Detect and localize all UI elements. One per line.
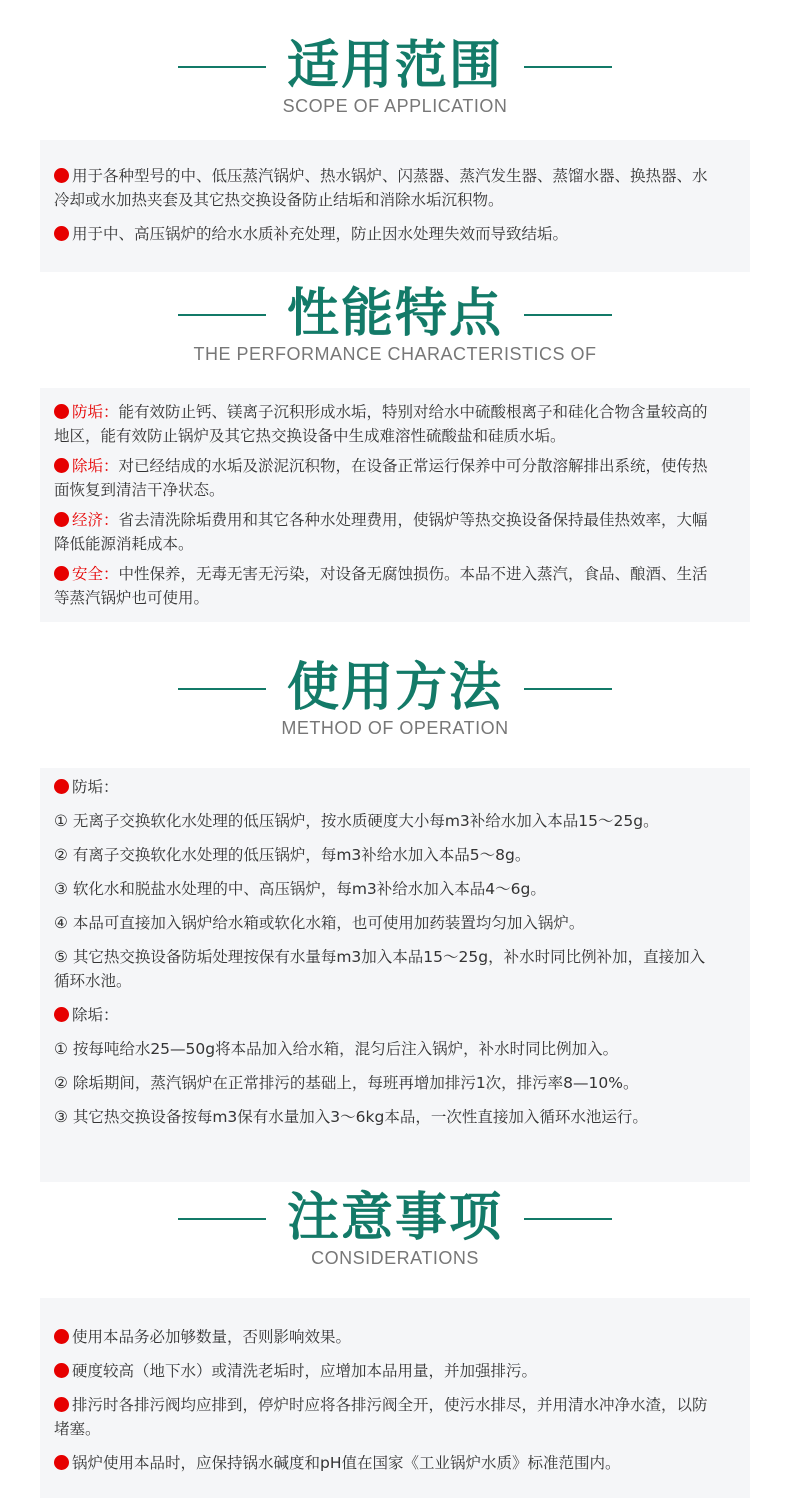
section-title: 使用方法 xyxy=(286,658,503,718)
list-item xyxy=(54,454,720,502)
list-item xyxy=(54,1393,720,1441)
subheading-text: 防垢： xyxy=(72,778,119,796)
list-item: ② 有离子交换软化水处理的低压锅炉，每m3补给水加入本品5～8g。 xyxy=(54,846,531,864)
section-title: 注意事项 xyxy=(286,1188,503,1248)
considerations-panel xyxy=(40,1298,750,1498)
item-text: 使用本品务必加够数量，否则影响效果。 xyxy=(72,1328,352,1346)
section-header-performance xyxy=(0,286,790,386)
list-item: ① 按每吨给水25—50g将本品加入给水箱，混匀后注入锅炉，补水时同比例加入。 xyxy=(54,1040,619,1058)
list-item: ① 无离子交换软化水处理的低压锅炉，按水质硬度大小每m3补给水加入本品15～25g。 xyxy=(54,812,659,830)
item-text: 对已经结成的水垢及淤泥沉积物，在设备正常运行保养中可分散溶解排出系统，使传热面恢复到清洁干净状态。 xyxy=(54,457,708,499)
subheading xyxy=(54,1003,720,1027)
section-subtitle: THE PERFORMANCE CHARACTERISTICS OF xyxy=(193,344,597,364)
list-item xyxy=(54,562,720,610)
subheading xyxy=(54,775,720,799)
section-subtitle: CONSIDERATIONS xyxy=(311,1248,479,1268)
section-title: 适用范围 xyxy=(286,36,503,96)
item-label: 除垢： xyxy=(72,457,119,475)
section-header-method xyxy=(0,660,790,760)
item-text: 用于各种型号的中、低压蒸汽锅炉、热水锅炉、闪蒸器、蒸汽发生器、蒸馏水器、换热器、水冷却或水加热夹套及其它热交换设备防止结垢和消除水垢沉积物。 xyxy=(54,167,708,209)
bullet-icon xyxy=(54,1455,69,1470)
list-item xyxy=(54,1325,720,1349)
item-text: 硬度较高（地下水）或清洗老垢时，应增加本品用量，并加强排污。 xyxy=(72,1362,538,1380)
bullet-icon xyxy=(54,566,69,581)
list-item: ⑤ 其它热交换设备防垢处理按保有水量每m3加入本品15～25g，补水时同比例补加，直接加入循环水池。 xyxy=(54,948,706,990)
bullet-icon xyxy=(54,458,69,473)
bullet-icon xyxy=(54,1397,69,1412)
section-header-considerations xyxy=(0,1190,790,1290)
list-item xyxy=(54,222,720,246)
method-panel xyxy=(40,768,750,1182)
section-subtitle: METHOD OF OPERATION xyxy=(281,718,509,738)
bullet-icon xyxy=(54,404,69,419)
section-header-scope xyxy=(0,38,790,138)
subheading-text: 除垢： xyxy=(72,1006,119,1024)
item-label: 安全： xyxy=(72,565,119,583)
item-text: 用于中、高压锅炉的给水水质补充处理，防止因水处理失效而导致结垢。 xyxy=(72,225,569,243)
item-text: 省去清洗除垢费用和其它各种水处理费用，使锅炉等热交换设备保持最佳热效率，大幅降低能源消耗成本。 xyxy=(54,511,708,553)
scope-panel xyxy=(40,140,750,272)
list-item xyxy=(54,1451,720,1475)
bullet-icon xyxy=(54,512,69,527)
list-item: ② 除垢期间，蒸汽锅炉在正常排污的基础上，每班再增加排污1次，排污率8—10%。 xyxy=(54,1074,639,1092)
list-item: ④ 本品可直接加入锅炉给水箱或软化水箱，也可使用加药装置均匀加入锅炉。 xyxy=(54,914,585,932)
bullet-icon xyxy=(54,1329,69,1344)
item-label: 经济： xyxy=(72,511,119,529)
list-item xyxy=(54,1359,720,1383)
item-text: 锅炉使用本品时，应保持锅水碱度和pH值在国家《工业锅炉水质》标准范围内。 xyxy=(72,1454,621,1472)
item-text: 能有效防止钙、镁离子沉积形成水垢，特别对给水中硫酸根离子和硅化合物含量较高的地区，能有效防止锅炉及其它热交换设备中生成难溶性硫酸盐和硅质水垢。 xyxy=(54,403,708,445)
item-text: 排污时各排污阀均应排到，停炉时应将各排污阀全开，使污水排尽，并用清水冲净水渣，以防堵塞。 xyxy=(54,1396,708,1438)
list-item xyxy=(54,400,720,448)
item-text: 中性保养，无毒无害无污染，对设备无腐蚀损伤。本品不进入蒸汽，食品、酿酒、生活等蒸汽锅炉也可使用。 xyxy=(54,565,708,607)
list-item: ③ 软化水和脱盐水处理的中、高压锅炉，每m3补给水加入本品4～6g。 xyxy=(54,880,546,898)
section-title: 性能特点 xyxy=(286,284,503,344)
bullet-icon xyxy=(54,779,69,794)
bullet-icon xyxy=(54,168,69,183)
bullet-icon xyxy=(54,1007,69,1022)
performance-panel xyxy=(40,388,750,622)
list-item xyxy=(54,164,720,212)
list-item: ③ 其它热交换设备按每m3保有水量加入3～6kg本品，一次性直接加入循环水池运行。 xyxy=(54,1108,648,1126)
bullet-icon xyxy=(54,226,69,241)
bullet-icon xyxy=(54,1363,69,1378)
item-label: 防垢： xyxy=(72,403,119,421)
list-item xyxy=(54,508,720,556)
section-subtitle: SCOPE OF APPLICATION xyxy=(282,96,508,116)
